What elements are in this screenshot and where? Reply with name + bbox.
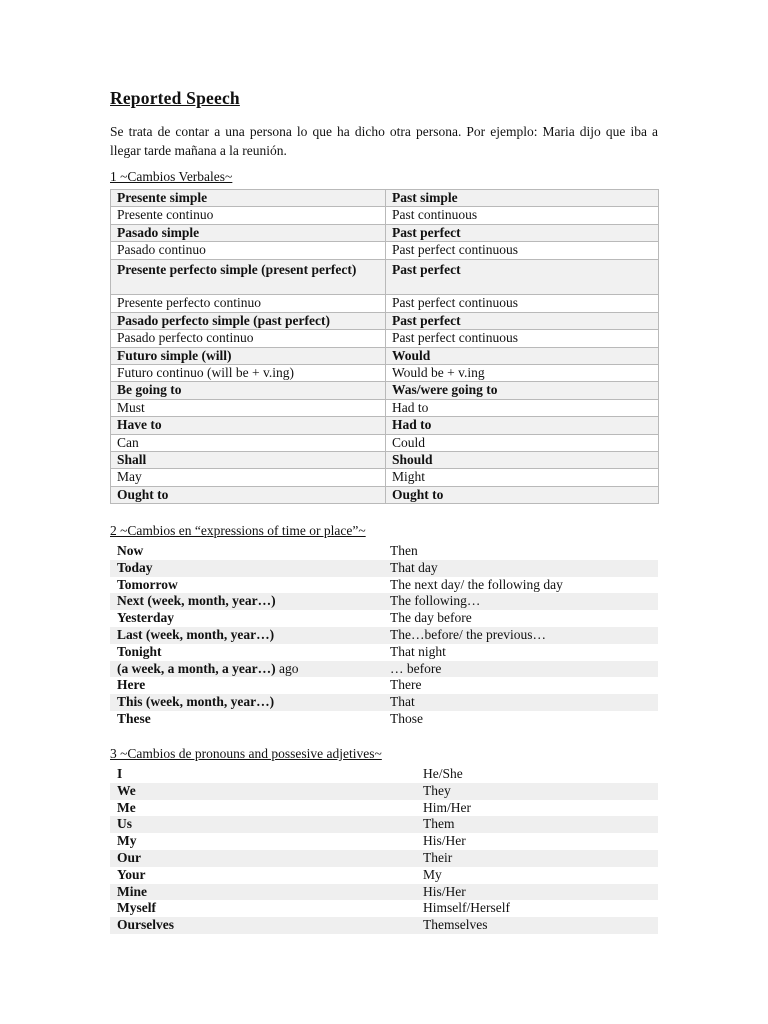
table-row [110, 661, 658, 678]
pronouns-table [110, 766, 658, 934]
table-row [110, 783, 658, 800]
cell-right: Should [386, 452, 659, 469]
table-row [110, 884, 658, 901]
cell-right: Those [390, 710, 423, 726]
cell-right: His/Her [416, 884, 658, 901]
cell-left: Ourselves [110, 917, 416, 934]
cell-right: Past perfect [386, 224, 659, 241]
cell-left: Us [110, 816, 416, 833]
cell-left: Now [117, 543, 144, 558]
cell-right: The next day/ the following day [390, 576, 563, 592]
cell-right: Had to [386, 417, 659, 434]
cell-right: … before [383, 661, 658, 678]
cell-right: Then [390, 543, 418, 558]
cell-left: Pasado perfecto continuo [111, 330, 386, 347]
cell-left: Our [110, 850, 416, 867]
cell-left: Last (week, month, year…) [110, 627, 383, 644]
cell-right: There [390, 677, 422, 693]
table-row [110, 917, 658, 934]
cell-right: The following… [383, 593, 658, 610]
cell-left: (a week, a month, a year…) ago [110, 661, 383, 678]
table-row [111, 434, 659, 451]
cell-left: Tonight [117, 643, 162, 659]
cell-right: Himself/Herself [423, 900, 510, 916]
cell-right: Past perfect continuous [386, 295, 659, 312]
cell-left: Tomorrow [117, 576, 178, 592]
cell-right: Them [416, 816, 658, 833]
section-2-heading: 2 ~Cambios en “expressions of time or place”~ [110, 523, 366, 538]
cell-left: Must [111, 399, 386, 416]
cell-right: They [416, 783, 658, 800]
cell-left: Presente perfecto simple (present perfect) [111, 259, 386, 295]
section-1-heading: 1 ~Cambios Verbales~ [110, 169, 233, 184]
cell-left: Presente continuo [111, 207, 386, 224]
cell-left: Presente perfecto continuo [111, 295, 386, 312]
table-row [111, 190, 659, 207]
intro-paragraph: Se trata de contar a una persona lo que ha dicho otra persona. Por ejemplo: Maria dijo que iba a llegar tarde mañana a la reunión. [110, 124, 658, 158]
table-row [111, 242, 659, 259]
table-row [111, 365, 659, 382]
table-row [111, 469, 659, 486]
table-row [110, 610, 658, 627]
cell-right: Past simple [386, 190, 659, 207]
cell-left: Here [117, 677, 146, 693]
table-row [110, 627, 658, 644]
time-place-table [110, 543, 658, 728]
table-row [110, 677, 658, 694]
cell-left: Yesterday [117, 610, 174, 626]
cell-left: These [117, 710, 151, 726]
cell-right: Would [386, 347, 659, 364]
table-row [110, 694, 658, 711]
cell-right: Might [386, 469, 659, 486]
table-row [111, 224, 659, 241]
table-row [111, 417, 659, 434]
table-row [110, 850, 658, 867]
cell-right: Themselves [416, 917, 658, 934]
cell-left: We [110, 783, 416, 800]
table-row [110, 867, 658, 884]
table-row [111, 207, 659, 224]
cell-right: He/She [423, 766, 463, 781]
table-row [110, 593, 658, 610]
table-row [110, 900, 658, 917]
cell-right: Ought to [386, 486, 659, 503]
table-row [110, 766, 658, 783]
table-row [111, 347, 659, 364]
cell-right: My [423, 866, 442, 882]
cell-left: Today [110, 560, 383, 577]
table-row [110, 800, 658, 817]
cell-left: Ought to [111, 486, 386, 503]
cell-left: Shall [111, 452, 386, 469]
table-row [110, 833, 658, 850]
cell-left: Pasado simple [111, 224, 386, 241]
cell-left: My [117, 833, 137, 849]
table-row [111, 452, 659, 469]
cell-right: Was/were going to [386, 382, 659, 399]
cell-right: Their [416, 850, 658, 867]
cell-right: Him/Her [423, 799, 471, 815]
cell-right: Had to [386, 399, 659, 416]
cell-right: Past perfect continuous [386, 242, 659, 259]
cell-right: The day before [390, 610, 472, 626]
cell-left: Be going to [111, 382, 386, 399]
cell-right: His/Her [423, 833, 466, 849]
cell-right: Would be + v.ing [386, 365, 659, 382]
table-row [110, 577, 658, 594]
cell-left: May [111, 469, 386, 486]
table-row [111, 259, 659, 295]
cell-right: Past perfect continuous [386, 330, 659, 347]
cell-left: Your [117, 866, 146, 882]
page-title: Reported Speech [110, 88, 240, 108]
cell-left: Presente simple [111, 190, 386, 207]
cell-left: Mine [110, 884, 416, 901]
cell-right: That [383, 694, 658, 711]
table-row [110, 711, 658, 728]
cell-right: Past perfect [386, 312, 659, 329]
table-row [110, 816, 658, 833]
table-row [111, 295, 659, 312]
section-3-heading: 3 ~Cambios de pronouns and possesive adjetives~ [110, 746, 382, 761]
cell-left: This (week, month, year…) [110, 694, 383, 711]
cell-right: That night [390, 643, 446, 659]
cell-left: Pasado continuo [111, 242, 386, 259]
table-row [110, 560, 658, 577]
cell-left: Me [117, 799, 136, 815]
table-row [111, 382, 659, 399]
cell-left: Next (week, month, year…) [110, 593, 383, 610]
cell-left: I [117, 766, 123, 781]
cell-left: Have to [111, 417, 386, 434]
cell-left: Myself [117, 900, 156, 916]
cell-right: Past perfect [386, 259, 659, 295]
cell-right: Past continuous [386, 207, 659, 224]
table-row [110, 543, 658, 560]
table-row [111, 330, 659, 347]
verb-changes-table [110, 189, 659, 504]
table-row [111, 312, 659, 329]
cell-left: Pasado perfecto simple (past perfect) [111, 312, 386, 329]
table-row [111, 486, 659, 503]
cell-left: Can [111, 434, 386, 451]
cell-left: Futuro simple (will) [111, 347, 386, 364]
cell-right: That day [383, 560, 658, 577]
table-row [111, 399, 659, 416]
cell-right: The…before/ the previous… [383, 627, 658, 644]
table-row [110, 644, 658, 661]
cell-left: Futuro continuo (will be + v.ing) [111, 365, 386, 382]
cell-right: Could [386, 434, 659, 451]
